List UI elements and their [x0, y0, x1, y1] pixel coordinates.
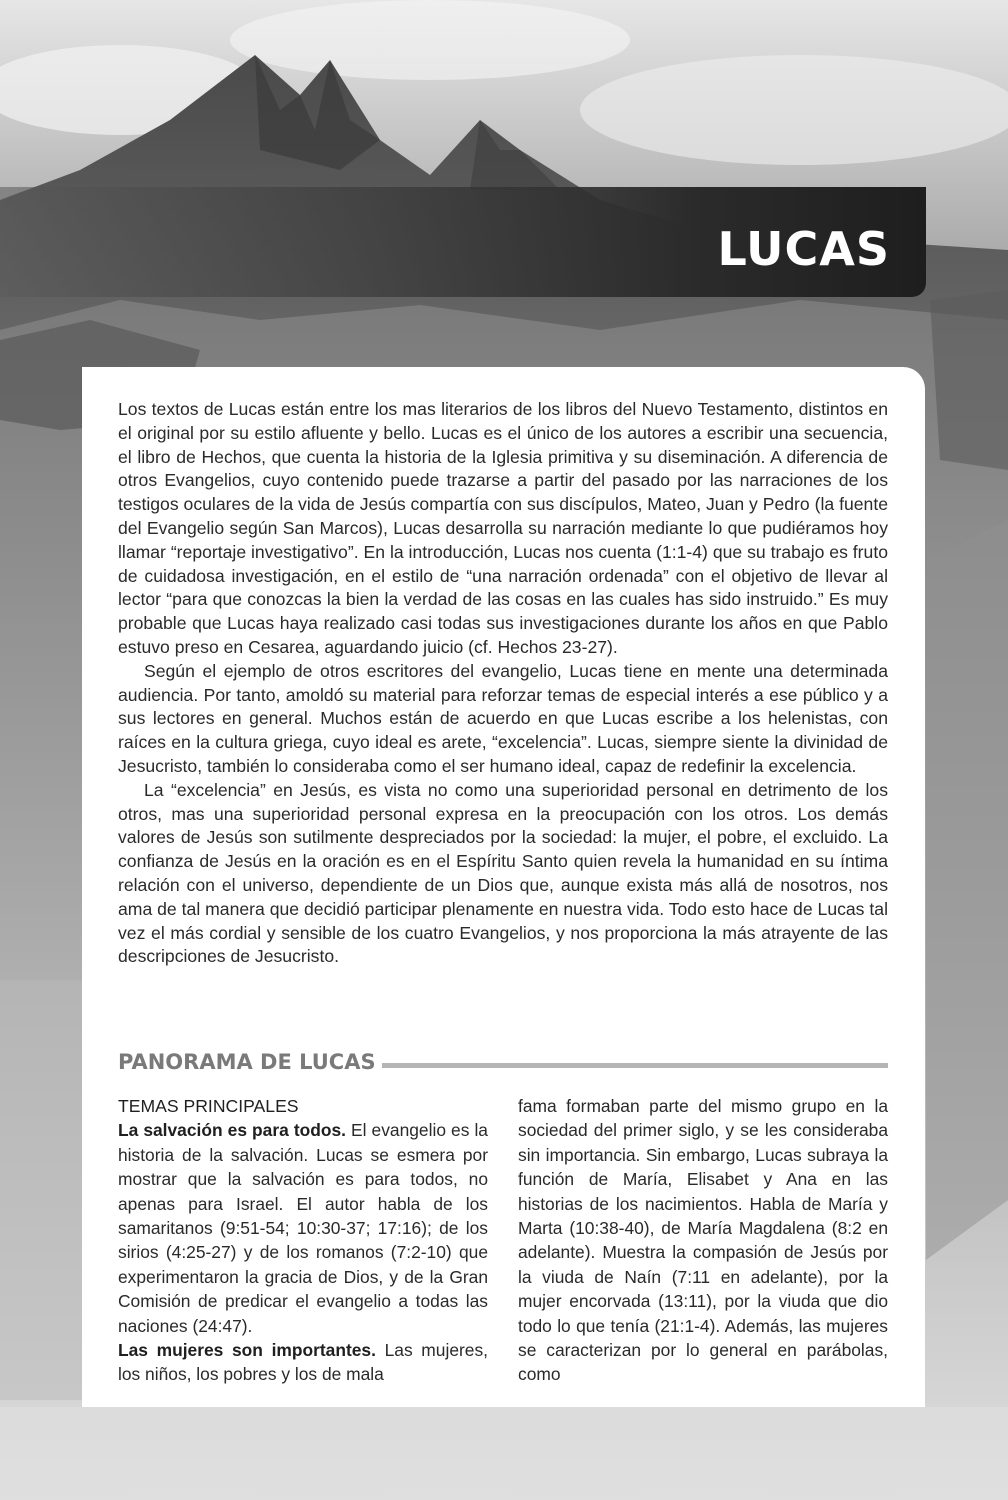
theme-lead: La salvación es para todos.	[118, 1120, 346, 1141]
section-heading	[118, 1047, 888, 1077]
theme-continuation: fama formaban parte del mismo grupo en la sociedad del primer siglo, y se les consideraba sin importancia. Sin embargo, Lucas subraya la función de María, Elisabet y Ana en las historias de los nacimientos. Habla de María y Marta (10:38-40), de María Magdalena (8:2 en adelante). Muestra la compasión de Jesús por la viuda de Naín (7:11 en adelante), por la mujer encorvada (13:11), por la viuda que dio todo lo que tenía (21:1-4). Además, las mujeres se caracterizan por lo general en parábolas, como	[518, 1096, 888, 1385]
theme-lead: Las mujeres son importantes.	[118, 1340, 376, 1361]
right-column	[518, 1094, 888, 1387]
book-title: LUCAS	[717, 222, 890, 276]
theme-paragraph	[118, 1338, 488, 1387]
section-title: PANORAMA DE LUCAS	[118, 1050, 376, 1074]
left-column	[118, 1094, 488, 1387]
theme-text: Las mujeres, los niños, los pobres y los de mala	[118, 1340, 488, 1385]
subheading: TEMAS PRINCIPALES	[118, 1096, 299, 1116]
intro-paragraph: Según el ejemplo de otros escritores del evangelio, Lucas tiene en mente una determinada audiencia. Por tanto, amoldó su material para reforzar temas de especial interés a ese público y a sus lectores en general. Muchos están de acuerdo en que Lucas escribe a los helenistas, con raíces en la cultura griega, cuyo ideal es arete, “excelencia”. Lucas, siempre siente la divinidad de Jesucristo, también lo consideraba como el ser humano ideal, capaz de redefinir la excelencia.	[118, 660, 888, 776]
intro-paragraph: Los textos de Lucas están entre los mas literarios de los libros del Nuevo Testamento, distintos en el original por su estilo afluente y bello. Lucas es el único de los autores a escribir una secuencia, el libro de Hechos, que cuenta la historia de la Iglesia primitiva y su diseminación. A diferencia de otros Evangelios, cuyo contenido puede trazarse a partir del pasado por las narraciones de los testigos oculares de la vida de Jesús compartía con sus discípulos, Mateo, Juan y Pedro (la fuente del Evangelio según San Marcos), Lucas desarrolla su narración mediante lo que pudiéramos hoy llamar “reportaje investigativo”. En la introducción, Lucas nos cuenta (1:1-4) que su trabajo es fruto de cuidadosa investigación, en el estilo de “una narración ordenada” con el objetivo de llevar al lector “para que conozcas la bien la verdad de las cosas en las cuales has sido instruido.” Es muy probable que Lucas haya realizado casi todas sus investigaciones durante los años en que Pablo estuvo preso en Cesarea, aguardando juicio (cf. Hechos 23-27).	[118, 399, 888, 657]
section-rule	[382, 1063, 888, 1068]
theme-paragraph	[118, 1118, 488, 1338]
theme-text: El evangelio es la historia de la salvación. Lucas se esmera por mostrar que la salvación es para todos, no apenas para Israel. El autor habla de los samaritanos (9:51-54; 10:30-37; 17:16); de los sirios (4:25-27) y de los romanos (7:2-10) que experimentaron la gracia de Dios, y de la Gran Comisión de predicar el evangelio a todas las naciones (24:47).	[118, 1120, 488, 1336]
introduction-text	[118, 398, 888, 969]
intro-paragraph: La “excelencia” en Jesús, es vista no como una superioridad personal en detrimento de los otros, mas una superioridad personal expresa en la preocupación con los otros. Los demás valores de Jesús son sutilmente despreciados por la sociedad: la mujer, el pobre, el excluido. La confianza de Jesús en la oración es en el Espíritu Santo quien revela la humanidad en su íntima relación con el universo, dependiente de un Dios que, aunque exista más allá de nosotros, nos ama de tal manera que decidió participar plenamente en nuestra vida. Todo esto hace de Lucas tal vez el más cordial y sensible de los cuatro Evangelios, y nos proporciona la más atrayente de las descripciones de Jesucristo.	[118, 779, 888, 967]
